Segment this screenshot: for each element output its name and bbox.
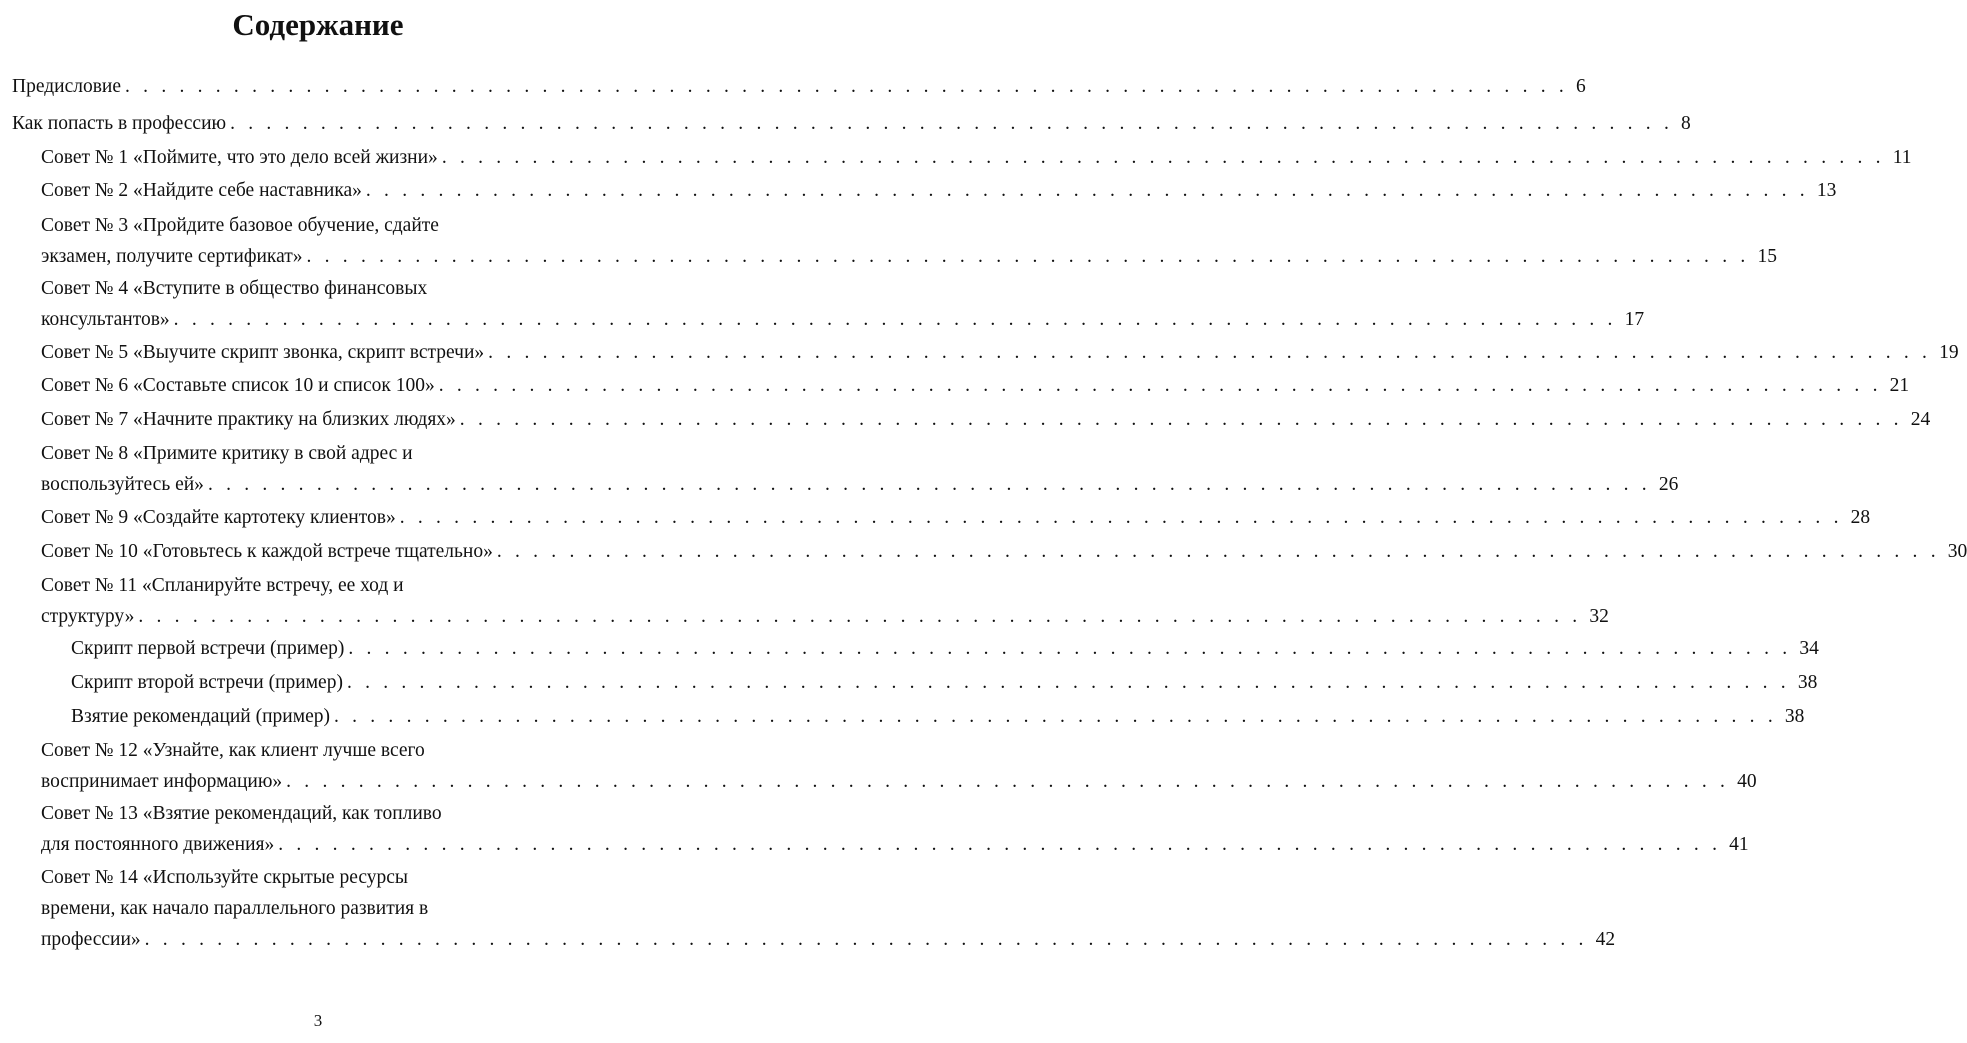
toc-entry-page: 21 [1889,375,1910,396]
toc-entry-title: структуру» [41,606,135,627]
toc-entry-title: воспринимает информацию» [41,771,283,792]
toc-entry-title: времени, как начало параллельного развития в [41,898,429,919]
toc-entry-page: 6 [1575,76,1586,97]
dot-leader: . . . . . . . . . . . . . . . . . . . . . . . . . . . . . . . . . . . . . . . . . . . . . . . . . . . . . . . . . . . . . . . . . . . . . . . . . . . . . . . . [278,834,1722,855]
dot-leader: . . . . . . . . . . . . . . . . . . . . . . . . . . . . . . . . . . . . . . . . . . . . . . . . . . . . . . . . . . . . . . . . . . . . . . . . . . . . . . . . [438,375,1882,396]
dot-leader: . . . . . . . . . . . . . . . . . . . . . . . . . . . . . . . . . . . . . . . . . . . . . . . . . . . . . . . . . . . . . . . . . . . . . . . . . . . . . . . . [286,771,1730,792]
dot-leader: . . . . . . . . . . . . . . . . . . . . . . . . . . . . . . . . . . . . . . . . . . . . . . . . . . . . . . . . . . . . . . . . . . . . . . . . . . . . . . . . [441,147,1885,168]
page-number: 3 [313,1011,323,1030]
dot-leader: . . . . . . . . . . . . . . . . . . . . . . . . . . . . . . . . . . . . . . . . . . . . . . . . . . . . . . . . . . . . . . . . . . . . . . . . . . . . . . . . [230,113,1674,134]
toc-entry-page: 42 [1595,929,1616,950]
toc-entry-title: Совет № 13 «Взятие рекомендаций, как топливо [41,803,442,824]
dot-leader: . . . . . . . . . . . . . . . . . . . . . . . . . . . . . . . . . . . . . . . . . . . . . . . . . . . . . . . . . . . . . . . . . . . . . . . . . . . . . . . . [138,606,1582,627]
toc-entry-title: Совет № 4 «Вступите в общество финансовых [41,278,428,299]
toc-entry-title: Совет № 11 «Спланируйте встречу, ее ход и [41,575,404,596]
toc-entry-title: воспользуйтесь ей» [41,474,204,495]
toc-entry-title: профессии» [41,929,141,950]
dot-leader: . . . . . . . . . . . . . . . . . . . . . . . . . . . . . . . . . . . . . . . . . . . . . . . . . . . . . . . . . . . . . . . . . . . . . . . . . . . . . . . . [173,309,1617,330]
dot-leader: . . . . . . . . . . . . . . . . . . . . . . . . . . . . . . . . . . . . . . . . . . . . . . . . . . . . . . . . . . . . . . . . . . . . . . . . . . . . . . . . [496,541,1940,562]
toc-entry-page: 28 [1850,507,1871,528]
toc-entry-page: 30 [1947,541,1967,562]
toc-entry-page: 8 [1681,113,1691,134]
toc-entry-title: Совет № 2 «Найдите себе наставника» [41,180,362,201]
toc-entry-title: Совет № 12 «Узнайте, как клиент лучше всего [41,740,425,761]
toc-entry-title: Совет № 7 «Начните практику на близких людях» [41,409,456,430]
dot-leader: . . . . . . . . . . . . . . . . . . . . . . . . . . . . . . . . . . . . . . . . . . . . . . . . . . . . . . . . . . . . . . . . . . . . . . . . . . . . . . . . [365,180,1809,201]
toc-entry-title: Как попасть в профессию [12,113,227,134]
dot-leader: . . . . . . . . . . . . . . . . . . . . . . . . . . . . . . . . . . . . . . . . . . . . . . . . . . . . . . . . . . . . . . . . . . . . . . . . . . . . . . . . [207,474,1651,495]
toc-entry-title: Совет № 6 «Составьте список 10 и список 100» [41,375,435,396]
dot-leader: . . . . . . . . . . . . . . . . . . . . . . . . . . . . . . . . . . . . . . . . . . . . . . . . . . . . . . . . . . . . . . . . . . . . . . . . . . . . . . . . [346,672,1790,693]
toc-entry-title: Предисловие [12,76,122,97]
toc-entry-page: 11 [1892,147,1912,168]
toc-entry-page: 26 [1658,474,1679,495]
toc-entry-page: 40 [1737,771,1757,792]
toc-entry-page: 38 [1784,706,1805,727]
toc-entry-title: Скрипт первой встречи (пример) [71,638,345,659]
toc-entry-title: Совет № 8 «Примите критику в свой адрес и [41,443,413,464]
dot-leader: . . . . . . . . . . . . . . . . . . . . . . . . . . . . . . . . . . . . . . . . . . . . . . . . . . . . . . . . . . . . . . . . . . . . . . . . . . . . . . . . [125,76,1568,97]
toc-entry-page: 32 [1589,606,1609,627]
toc-entry-page: 17 [1624,309,1645,330]
dot-leader: . . . . . . . . . . . . . . . . . . . . . . . . . . . . . . . . . . . . . . . . . . . . . . . . . . . . . . . . . . . . . . . . . . . . . . . . . . . . . . . . [333,706,1777,727]
toc-entry-title: Совет № 10 «Готовьтесь к каждой встрече тщательно» [41,541,493,562]
page-title: Содержание [232,7,404,42]
toc-entry-title: для постоянного движения» [41,834,275,855]
dot-leader: . . . . . . . . . . . . . . . . . . . . . . . . . . . . . . . . . . . . . . . . . . . . . . . . . . . . . . . . . . . . . . . . . . . . . . . . . . . . . . . . [488,342,1932,363]
toc-entry-page: 24 [1910,409,1931,430]
dot-leader: . . . . . . . . . . . . . . . . . . . . . . . . . . . . . . . . . . . . . . . . . . . . . . . . . . . . . . . . . . . . . . . . . . . . . . . . . . . . . . . . [399,507,1843,528]
dot-leader: . . . . . . . . . . . . . . . . . . . . . . . . . . . . . . . . . . . . . . . . . . . . . . . . . . . . . . . . . . . . . . . . . . . . . . . . . . . . . . . . [348,638,1792,659]
toc-entry-title: Совет № 3 «Пройдите базовое обучение, сдайте [41,215,439,236]
dot-leader: . . . . . . . . . . . . . . . . . . . . . . . . . . . . . . . . . . . . . . . . . . . . . . . . . . . . . . . . . . . . . . . . . . . . . . . . . . . . . . . . [459,409,1903,430]
toc-entry-title: Совет № 1 «Поймите, что это дело всей жизни» [41,147,438,168]
toc-entry-page: 15 [1757,246,1777,267]
toc-entry-title: Совет № 14 «Используйте скрытые ресурсы [41,867,409,888]
toc-entry-title: Взятие рекомендаций (пример) [71,706,330,727]
toc-entry-title: экзамен, получите сертификат» [41,246,303,267]
toc-entry-title: Скрипт второй встречи (пример) [71,672,343,693]
toc-entry-page: 41 [1729,834,1749,855]
dot-leader: . . . . . . . . . . . . . . . . . . . . . . . . . . . . . . . . . . . . . . . . . . . . . . . . . . . . . . . . . . . . . . . . . . . . . . . . . . . . . . . . [306,246,1750,267]
toc-entry-page: 38 [1797,672,1818,693]
toc-entry-page: 13 [1816,180,1837,201]
toc-entry-title: Совет № 9 «Создайте картотеку клиентов» [41,507,396,528]
toc-entry-title: консультантов» [41,309,170,330]
dot-leader: . . . . . . . . . . . . . . . . . . . . . . . . . . . . . . . . . . . . . . . . . . . . . . . . . . . . . . . . . . . . . . . . . . . . . . . . . . . . . . . . [144,929,1588,950]
toc-entry-page: 19 [1939,342,1959,363]
toc-entry-page: 34 [1799,638,1819,659]
toc-entry-title: Совет № 5 «Выучите скрипт звонка, скрипт встречи» [41,342,485,363]
